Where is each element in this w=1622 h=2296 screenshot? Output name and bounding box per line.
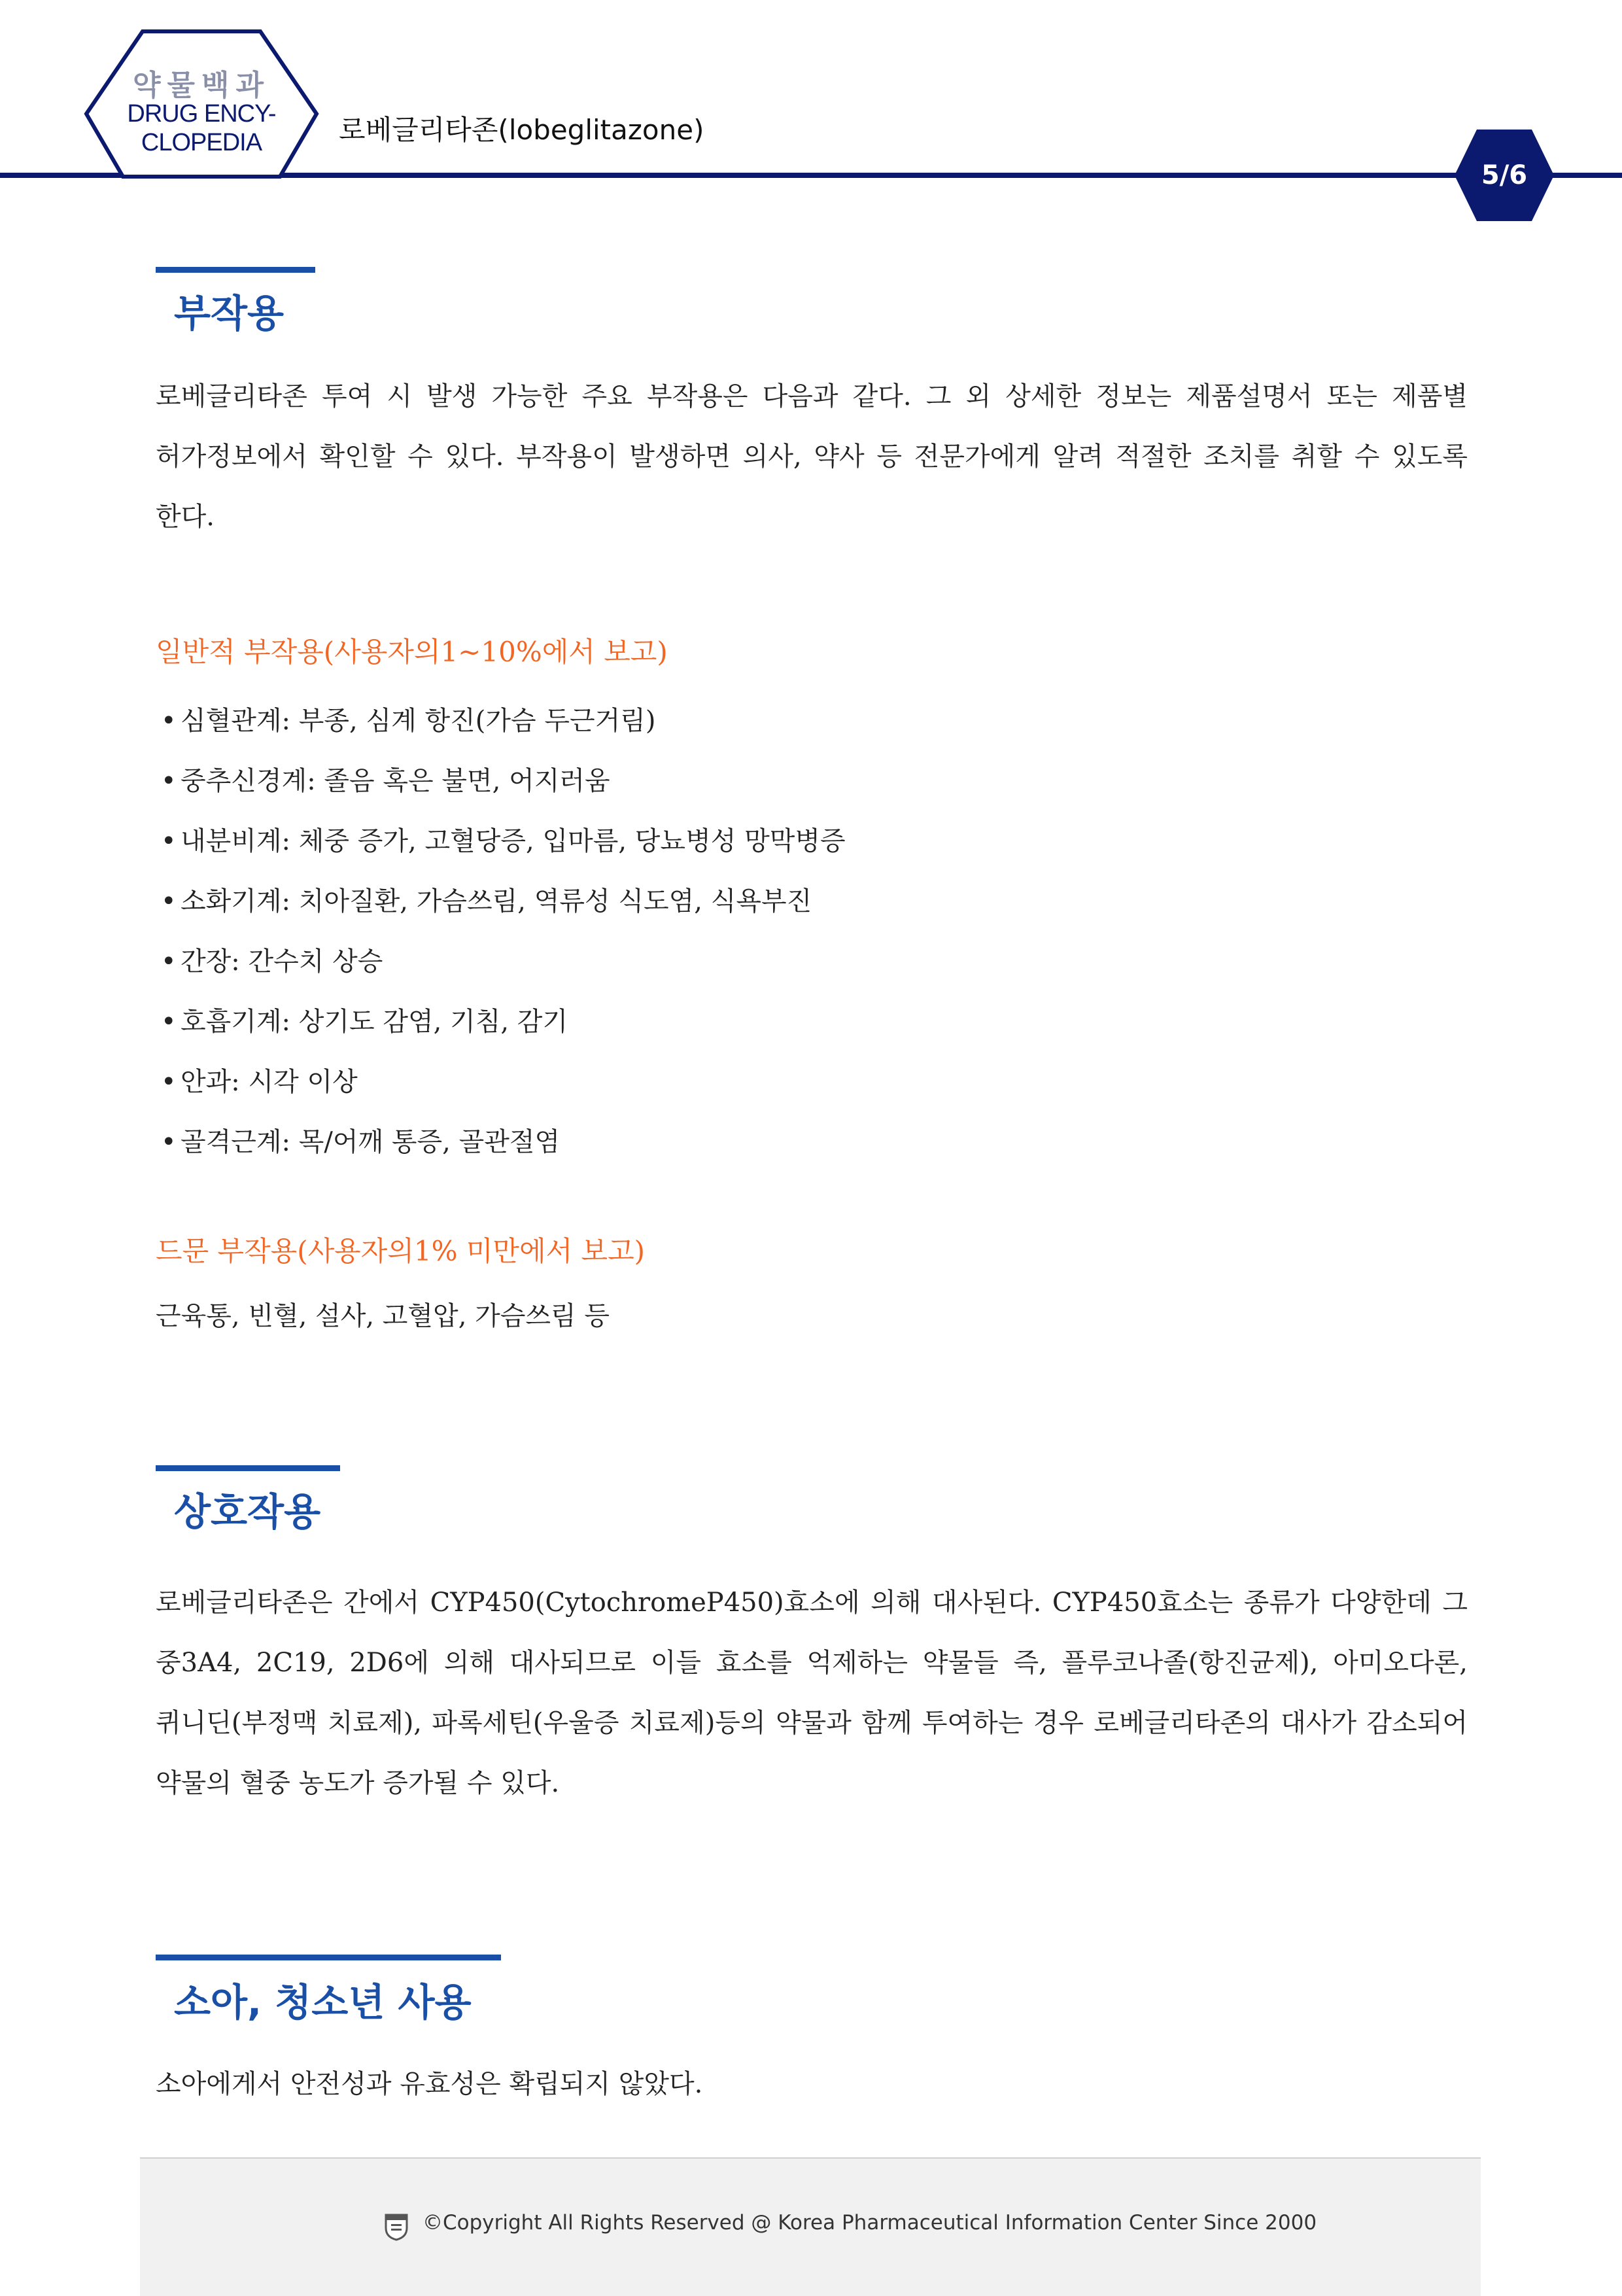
rare-side-effects-text: 근육통, 빈혈, 설사, 고혈압, 가슴쓰림 등 — [156, 1301, 610, 1331]
side-effects-title: 부작용 — [174, 291, 285, 336]
list-item: • 심혈관계: 부종, 심계 항진(가슴 두근거림) — [161, 706, 656, 736]
side-effects-title-bar — [156, 267, 315, 273]
list-item: • 중추신경계: 졸음 혹은 불면, 어지러움 — [161, 766, 610, 796]
bullet-icon: • — [161, 706, 177, 736]
interactions-text: 로베글리타존은 간에서 CYP450(CytochromeP450)효소에 의해 대사된다. CYP450효소는 종류가 다양한데 그 중3A4, 2C19, 2D6에 의해 대사되므로 이들 효소를 억제하는 약물들 즉, 플루코나졸(항진균제), 아미오다론, 퀴니딘(부정맥 치료제), 파록세틴(우울증 치료제)등의 약물과 함께 투여하는 경우 로베글리타존의 대사가 감소되어 약물의 혈중 농도가 증가될 수 있다. — [156, 1588, 1468, 1798]
bullet-icon: • — [161, 886, 177, 916]
logo-english-line2: CLOPEDIA — [141, 129, 262, 156]
bullet-icon: • — [161, 1127, 177, 1157]
side-effects-intro: 로베글리타존 투여 시 발생 가능한 주요 부작용은 다음과 같다. 그 외 상세한 정보는 제품설명서 또는 제품별 허가정보에서 확인할 수 있다. 부작용이 발생하면 의사, 약사 등 전문가에게 알려 적절한 조치를 취할 수 있도록 한다. — [156, 381, 1468, 532]
list-item: • 내분비계: 체중 증가, 고혈당증, 입마름, 당뇨병성 망막병증 — [161, 826, 846, 856]
page-number: 5/6 — [1481, 160, 1528, 190]
bullet-icon: • — [161, 826, 177, 856]
bullet-icon: • — [161, 1007, 177, 1037]
interactions-title-bar — [156, 1465, 340, 1471]
rare-side-effects-heading: 드문 부작용(사용자의1% 미만에서 보고) — [156, 1235, 646, 1267]
logo-english-line1: DRUG ENCY- — [127, 100, 276, 128]
logo[interactable] — [84, 29, 319, 179]
pediatric-title-bar — [156, 1955, 501, 1960]
bullet-icon: • — [161, 1067, 177, 1097]
logo-english — [84, 99, 319, 157]
interactions-title: 상호작용 — [174, 1489, 321, 1534]
document-title: 로베글리타존(lobeglitazone) — [339, 114, 704, 146]
list-item: • 골격근계: 목/어깨 통증, 골관절염 — [161, 1127, 561, 1157]
list-item: • 안과: 시각 이상 — [161, 1067, 358, 1097]
footer-copyright: ©Copyright All Rights Reserved @ Korea Pharmaceutical Information Center Since 2000 — [423, 2211, 1317, 2235]
bullet-icon: • — [161, 766, 177, 796]
logo-korean: 약물백과 — [132, 69, 270, 102]
list-item: • 소화기계: 치아질환, 가슴쓰림, 역류성 식도염, 식욕부진 — [161, 886, 812, 916]
pediatric-title: 소아, 청소년 사용 — [174, 1980, 472, 2025]
list-item: • 간장: 간수치 상승 — [161, 947, 383, 977]
shield-icon — [383, 2212, 409, 2241]
bullet-icon: • — [161, 947, 177, 977]
common-side-effects-heading: 일반적 부작용(사용자의1~10%에서 보고) — [156, 636, 668, 668]
pediatric-text: 소아에게서 안전성과 유효성은 확립되지 않았다. — [156, 2069, 703, 2099]
list-item: • 호흡기계: 상기도 감염, 기침, 감기 — [161, 1007, 568, 1037]
